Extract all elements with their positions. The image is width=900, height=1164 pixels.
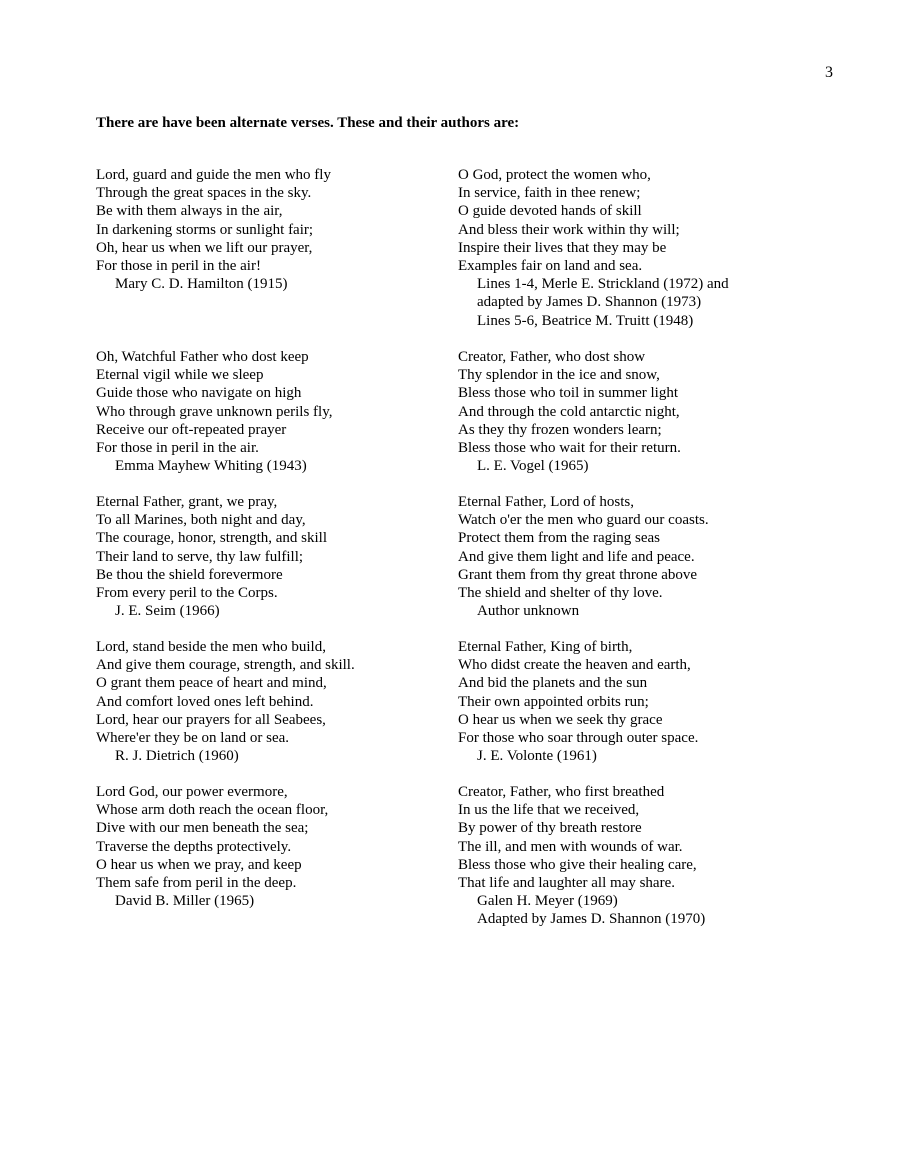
verse-line: The courage, honor, strength, and skill — [96, 530, 328, 547]
verse-line: In darkening storms or sunlight fair; — [96, 221, 314, 238]
verse-line: Bless those who wait for their return. — [458, 439, 681, 456]
verse-line: In service, faith in thee renew; — [458, 185, 641, 202]
verse-line: Be thou the shield forevermore — [96, 566, 283, 583]
verse-author: J. E. Volonte (1961) — [477, 748, 597, 765]
verse-line: Thy splendor in the ice and snow, — [458, 367, 660, 384]
verse-line: And comfort loved ones left behind. — [96, 693, 314, 710]
verse-line: Oh, Watchful Father who dost keep — [96, 349, 309, 365]
verse-line: Traverse the depths protectively. — [96, 838, 292, 855]
verse-line: Oh, hear us when we lift our prayer, — [96, 239, 313, 256]
verse-line: Protect them from the raging seas — [458, 530, 661, 547]
verse-line: And give them light and life and peace. — [458, 548, 695, 565]
verse-author: R. J. Dietrich (1960) — [115, 748, 239, 765]
verse-line: Watch o'er the men who guard our coasts. — [458, 512, 709, 529]
verse-author: Lines 5-6, Beatrice M. Truitt (1948) — [477, 312, 694, 329]
verse-line: Where'er they be on land or sea. — [96, 729, 290, 746]
verse-women — [458, 166, 729, 330]
verse-line: Whose arm doth reach the ocean floor, — [96, 802, 329, 819]
verse-line: O guide devoted hands of skill — [458, 203, 642, 220]
verse-line: The shield and shelter of thy love. — [458, 584, 663, 601]
verse-line: And through the cold antarctic night, — [458, 403, 680, 420]
page-number: 3 — [825, 64, 833, 81]
verse-line: Eternal Father, Lord of hosts, — [458, 494, 635, 510]
verse-line: Eternal Father, King of birth, — [458, 639, 633, 655]
verse-line: Examples fair on land and sea. — [458, 257, 643, 274]
verse-author: Adapted by James D. Shannon (1970) — [477, 911, 706, 928]
verse-line: Their land to serve, thy law fulfill; — [96, 548, 304, 565]
verse-line: To all Marines, both night and day, — [96, 512, 306, 529]
verse-line: That life and laughter all may share. — [458, 874, 675, 891]
verse-seabees — [96, 638, 355, 765]
verse-line: Through the great spaces in the sky. — [96, 185, 312, 202]
verse-line: And give them courage, strength, and skill. — [96, 657, 355, 674]
verse-author: Mary C. D. Hamilton (1915) — [115, 276, 288, 293]
verse-line: For those in peril in the air! — [96, 257, 261, 274]
verse-line: Guide those who navigate on high — [96, 385, 302, 402]
verse-line: From every peril to the Corps. — [96, 584, 278, 601]
verse-line: Inspire their lives that they may be — [458, 239, 667, 256]
verse-line: Receive our oft-repeated prayer — [96, 421, 287, 438]
verse-author: L. E. Vogel (1965) — [477, 458, 589, 475]
verse-line: Lord, guard and guide the men who fly — [96, 167, 331, 183]
verse-line: Be with them always in the air, — [96, 203, 283, 220]
verse-aviators — [96, 166, 331, 293]
verse-line: And bid the planets and the sun — [458, 675, 648, 692]
verse-line: As they thy frozen wonders learn; — [458, 421, 662, 438]
verse-line: Them safe from peril in the deep. — [96, 874, 297, 891]
verse-line: Bless those who toil in summer light — [458, 385, 678, 402]
verse-antarctic — [458, 348, 681, 475]
verse-line: O grant them peace of heart and mind, — [96, 675, 327, 692]
page-heading: There are have been alternate verses. These and their authors are: — [96, 115, 520, 131]
verse-line: In us the life that we received, — [458, 802, 640, 819]
verse-line: Dive with our men beneath the sea; — [96, 820, 309, 837]
verse-author: David B. Miller (1965) — [115, 893, 255, 910]
verse-author: J. E. Seim (1966) — [115, 603, 220, 620]
verse-line: Lord God, our power evermore, — [96, 784, 288, 800]
verse-line: O hear us when we seek thy grace — [458, 711, 663, 728]
verse-line: O hear us when we pray, and keep — [96, 856, 302, 873]
verse-line: Lord, hear our prayers for all Seabees, — [96, 711, 326, 728]
verse-line: O God, protect the women who, — [458, 167, 651, 183]
verse-line: Creator, Father, who first breathed — [458, 784, 665, 800]
verse-line: Who didst create the heaven and earth, — [458, 657, 691, 674]
verse-author: Galen H. Meyer (1969) — [477, 893, 618, 910]
verse-watchful-father — [96, 348, 332, 475]
verse-marines — [96, 493, 327, 620]
verse-line: Eternal Father, grant, we pray, — [96, 494, 278, 510]
verse-line: The ill, and men with wounds of war. — [458, 838, 683, 855]
verse-coast-guard — [458, 493, 709, 620]
verse-line: By power of thy breath restore — [458, 820, 642, 837]
verse-line: Creator, Father, who dost show — [458, 349, 646, 365]
verse-line: For those in peril in the air. — [96, 439, 259, 456]
verse-author: Lines 1-4, Merle E. Strickland (1972) and — [477, 276, 729, 293]
verse-divers — [96, 783, 328, 910]
verse-line: And bless their work within thy will; — [458, 221, 680, 238]
verse-author: adapted by James D. Shannon (1973) — [477, 294, 702, 311]
verse-line: For those who soar through outer space. — [458, 729, 699, 746]
verse-line: Grant them from thy great throne above — [458, 566, 698, 583]
verse-line: Eternal vigil while we sleep — [96, 367, 264, 384]
verse-line: Who through grave unknown perils fly, — [96, 403, 333, 420]
verse-outer-space — [458, 638, 698, 765]
verse-line: Their own appointed orbits run; — [458, 693, 649, 710]
verse-author: Emma Mayhew Whiting (1943) — [115, 458, 307, 475]
verse-line: Lord, stand beside the men who build, — [96, 639, 326, 655]
verse-author: Author unknown — [477, 603, 580, 620]
verse-healing — [458, 783, 705, 929]
verse-line: Bless those who give their healing care, — [458, 856, 697, 873]
